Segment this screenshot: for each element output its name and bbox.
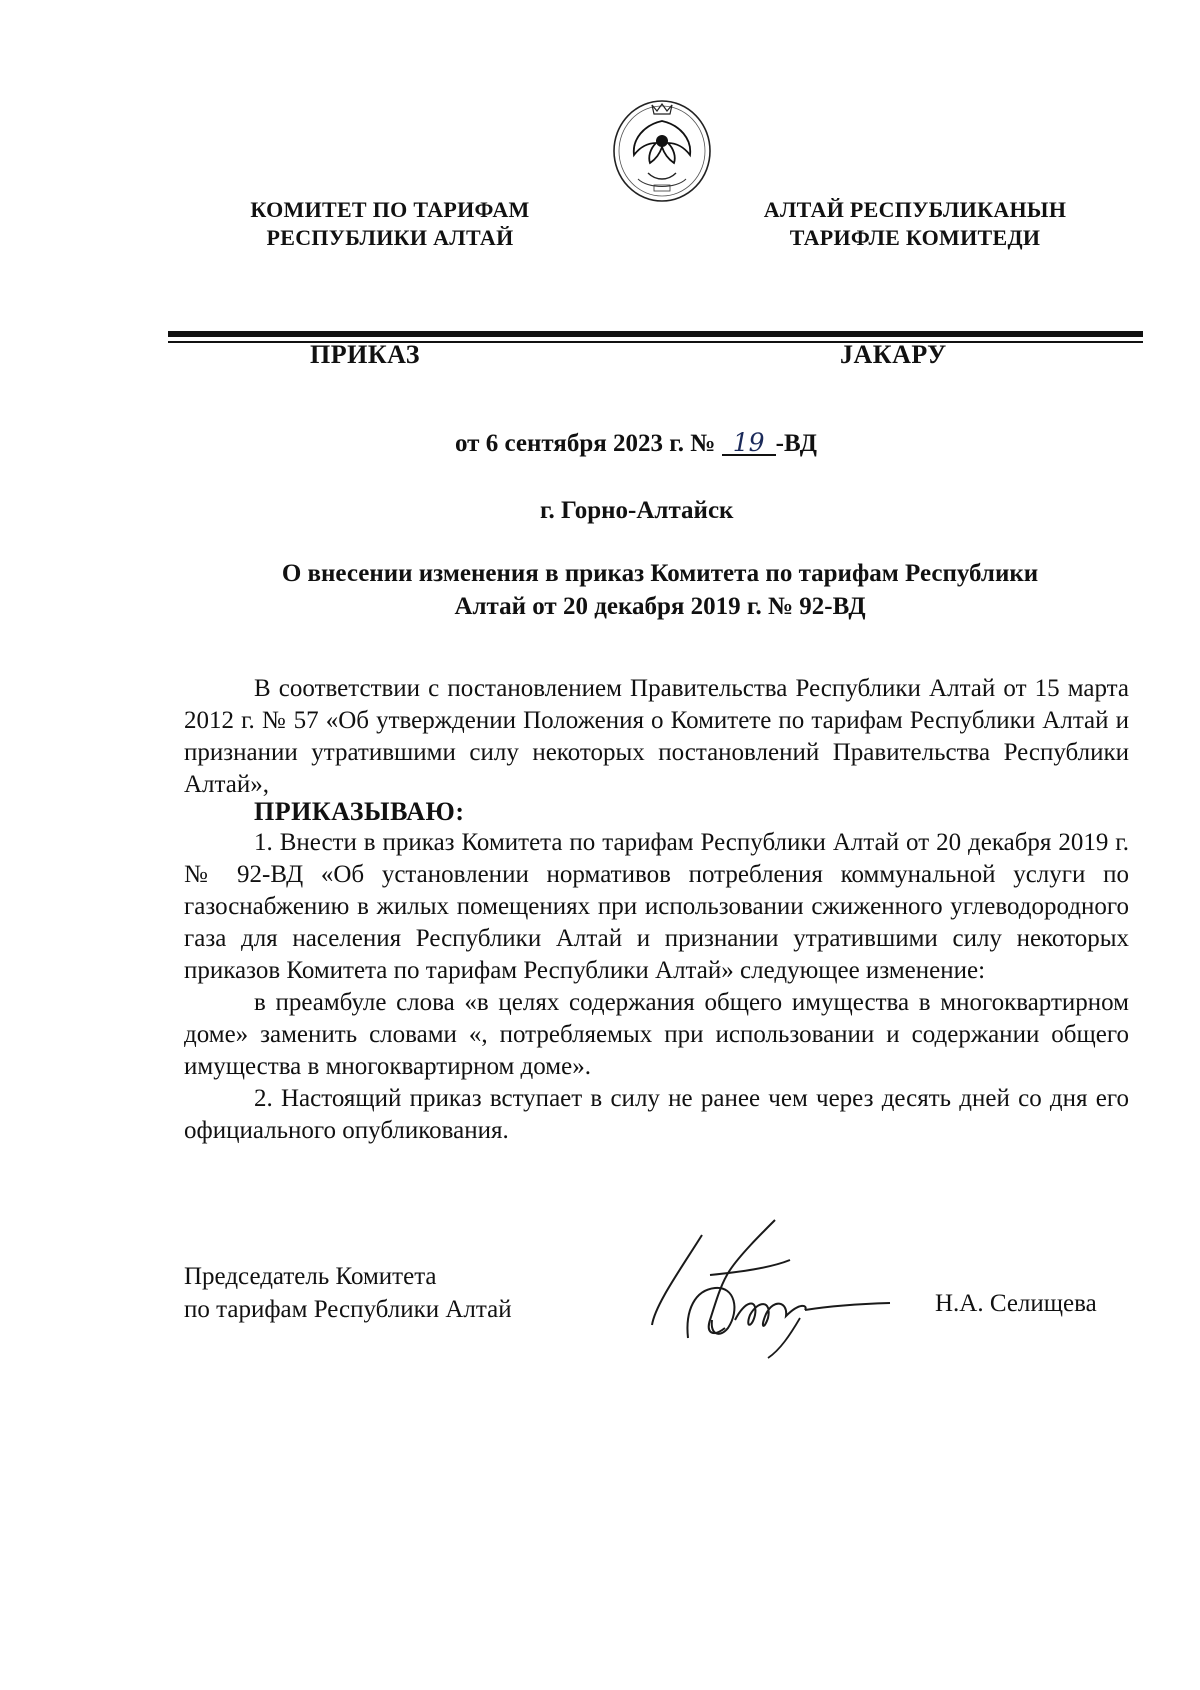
order-city: г. Горно-Алтайск: [540, 497, 734, 524]
order-title-alt: JАКАРУ: [840, 340, 947, 369]
document-heading-line2: Алтай от 20 декабря 2019 г. № 92-ВД: [454, 593, 866, 620]
org-name-alt-line2: ТАРИФЛЕ КОМИТЕДИ: [789, 225, 1041, 250]
item-2-paragraph: 2. Настоящий приказ вступает в силу не ранее чем через десять дней со дня его официального опубликования.: [184, 1085, 1129, 1144]
org-name-ru-line2: РЕСПУБЛИКИ АЛТАЙ: [266, 225, 514, 250]
command-word: ПРИКАЗЫВАЮ:: [254, 797, 465, 826]
item-1-change-paragraph: в преамбуле слова «в целях содержания общего имущества в многоквартирном доме» заменить словами «, потребляемых при использовании и содержании общего имущества в многоквартирном доме».: [184, 989, 1129, 1080]
signatory-name: Н.А. Селищева: [935, 1290, 1097, 1317]
header-divider-thick: [168, 331, 1143, 337]
org-name-ru-line1: КОМИТЕТ ПО ТАРИФАМ: [250, 197, 530, 222]
document-heading: [180, 557, 1140, 623]
republic-altai-emblem-icon: [608, 95, 716, 205]
order-date-line: [455, 430, 817, 458]
org-name-alt-line1: АЛТАЙ РЕСПУБЛИКАНЫН: [763, 197, 1067, 222]
document-heading-line1: О внесении изменения в приказ Комитета по тарифам Республики: [281, 560, 1039, 587]
signatory-position: [184, 1260, 512, 1326]
order-number-suffix: -ВД: [775, 430, 817, 457]
order-number: 19: [722, 432, 776, 456]
preamble-block: [184, 673, 1129, 801]
order-items: [184, 827, 1129, 1147]
org-name-ru: [225, 196, 555, 252]
signatory-position-line1: Председатель Комитета: [184, 1263, 437, 1290]
order-date: от 6 сентября 2023 г. №: [455, 430, 716, 457]
org-name-alt: [740, 196, 1090, 252]
preamble-paragraph: В соответствии с постановлением Правительства Республики Алтай от 15 марта 2012 г. № 57 «Об утверждении Положения о Комитете по тарифам Республики Алтай и признании утратившими силу некоторых постановлений Правительства Республики Алтай»,: [184, 675, 1129, 798]
signatory-position-line2: по тарифам Республики Алтай: [184, 1296, 512, 1323]
item-1-paragraph: 1. Внести в приказ Комитета по тарифам Республики Алтай от 20 декабря 2019 г. № 92-ВД «Об установлении нормативов потребления коммунальной услуги по газоснабжению в жилых помещениях при использовании сжиженного углеводородного газа для населения Республики Алтай и признании утратившими силу некоторых приказов Комитета по тарифам Республики Алтай» следующее изменение:: [184, 829, 1129, 984]
handwritten-signature: [640, 1210, 915, 1360]
order-title-ru: ПРИКАЗ: [310, 340, 421, 369]
